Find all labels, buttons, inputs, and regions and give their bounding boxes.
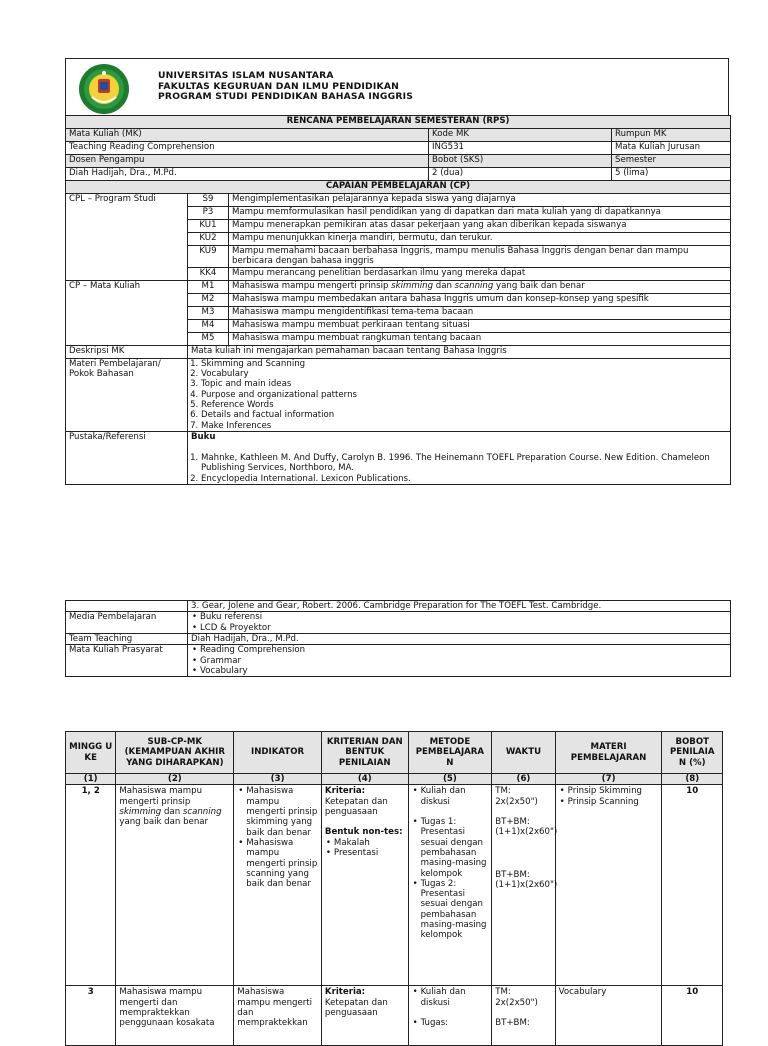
kode-value: ING531 (429, 142, 612, 155)
kriteria-cell: Kriteria: Ketepatan dan penguasaan (321, 986, 408, 1046)
cpl-text: Mengimplementasikan pelajarannya kepada siswa yang diajarnya (229, 194, 731, 207)
cpmk-code: M3 (188, 306, 229, 319)
col-header-week: MINGG U KE (66, 732, 116, 774)
cpl-text: Mampu memformulasikan hasil pendidikan yang di dapatkan dari mata kuliah yang di dapatkannya (229, 207, 731, 220)
materi-list (188, 358, 731, 431)
kriteria-cell: Kriteria: Ketepatan dan penguasaan Bentuk non-tes: • Makalah • Presentasi (321, 785, 408, 986)
kode-header: Kode MK (429, 129, 612, 142)
col-header-materi: MATERI PEMBELAJARAN (555, 732, 662, 774)
university-name: UNIVERSITAS ISLAM NUSANTARA (158, 70, 334, 81)
materi-item: 5. Reference Words (201, 400, 727, 410)
col-number: (5) (408, 774, 492, 785)
team-label: Team Teaching (66, 633, 188, 644)
faculty-name: FAKULTAS KEGURUAN DAN ILMU PENDIDIKAN (158, 80, 400, 92)
cpmk-text: Mahasiswa mampu mengidentifikasi tema-tema bacaan (229, 306, 731, 319)
col-number: (3) (234, 774, 322, 785)
cpl-code: KU9 (188, 246, 229, 268)
materi-label: Materi Pembelajaran/ Pokok Bahasan (66, 358, 188, 431)
prasyarat-item: • Vocabulary (191, 666, 727, 676)
cpl-code: S9 (188, 194, 229, 207)
materi-cell: Vocabulary (555, 986, 662, 1046)
waktu-cell: TM: 2x(2x50") BT+BM: (492, 986, 555, 1046)
materi-cell: • Prinsip Skimming • Prinsip Scanning (555, 785, 662, 986)
col-header-kriteria: KRITERIAN DAN BENTUK PENILAIAN (321, 732, 408, 774)
rumpun-value: Mata Kuliah Jurusan (612, 142, 731, 155)
cpl-label: CPL – Program Studi (66, 194, 188, 281)
sub-cp-cell: Mahasiswa mampu mengerti dan mempraktekkan penggunaan kosakata (116, 986, 234, 1046)
mk-header: Mata Kuliah (MK) (66, 129, 429, 142)
materi-item: 7. Make Inferences (201, 421, 727, 431)
cpmk-code: M2 (188, 293, 229, 306)
col-number: (7) (555, 774, 662, 785)
col-number: (6) (492, 774, 555, 785)
materi-item: 3. Topic and main ideas (201, 379, 727, 389)
dosen-header: Dosen Pengampu (66, 155, 429, 168)
materi-item: 2. Vocabulary (201, 369, 727, 379)
deskripsi-value: Mata kuliah ini mengajarkan pemahaman bacaan tentang Bahasa Inggris (188, 345, 731, 358)
week-cell: 1, 2 (66, 785, 116, 986)
col-number: (4) (321, 774, 408, 785)
rps-title: RENCANA PEMBELAJARAN SEMESTERAN (RPS) (66, 116, 731, 129)
mk-value: Teaching Reading Comprehension (66, 142, 429, 155)
cpmk-text: Mahasiswa mampu membuat perkiraan tentang situasi (229, 319, 731, 332)
col-header-waktu: WAKTU (492, 732, 555, 774)
semester-header: Semester (612, 155, 731, 168)
col-number: (1) (66, 774, 116, 785)
table-row (66, 785, 723, 986)
materi-item: 4. Purpose and organizational patterns (201, 390, 727, 400)
metode-cell: • Kuliah dan diskusi • Tugas 1: Presentasi sesuai dengan pembahasan masing-masing kelompok • Tugas 2: Presentasi sesuai dengan pembahasan masing-masing kelompok (408, 785, 492, 986)
prasyarat-item: • Grammar (191, 656, 727, 666)
indikator-cell: Mahasiswa mampu mengerti dan mempraktekkan (234, 986, 322, 1046)
cpmk-code: M5 (188, 332, 229, 345)
cp-title: CAPAIAN PEMBELAJARAN (CP) (66, 181, 731, 194)
metode-cell: • Kuliah dan diskusi • Tugas: (408, 986, 492, 1046)
indikator-cell: • Mahasiswa mampu mengerti prinsip skimming yang baik dan benar • Mahasiswa mampu mengerti prinsip scanning yang baik dan benar (234, 785, 322, 986)
bobot-cell: 10 (662, 785, 723, 986)
bobot-header: Bobot (SKS) (429, 155, 612, 168)
cpl-text: Mampu merancang penelitian berdasarkan ilmu yang mereka dapat (229, 267, 731, 280)
week-cell: 3 (66, 986, 116, 1046)
prasyarat-list (188, 645, 731, 677)
prasyarat-label: Mata Kuliah Prasyarat (66, 645, 188, 677)
deskripsi-label: Deskripsi MK (66, 345, 188, 358)
media-list (188, 612, 731, 634)
university-logo-icon (78, 63, 130, 115)
cpl-text: Mampu menunjukkan kinerja mandiri, bermutu, dan terukur. (229, 233, 731, 246)
pustaka-item: 1. Mahnke, Kathleen M. And Duffy, Carolyn B. 1996. The Heinemann TOEFL Preparation Course. New Edition. Chameleon Publishing Services, Northboro, MA. (201, 453, 727, 474)
pustaka-label: Pustaka/Referensi (66, 431, 188, 484)
cpl-code: KK4 (188, 267, 229, 280)
materi-item: 1. Skimming and Scanning (201, 359, 727, 369)
cpmk-code: M4 (188, 319, 229, 332)
cpmk-text: Mahasiswa mampu mengerti prinsip skimming dan scanning yang baik dan benar (229, 280, 731, 293)
waktu-cell: TM: 2x(2x50") BT+BM: (1+1)x(2x60") BT+BM: (1+1)x(2x60") (492, 785, 555, 986)
col-header-bobot: BOBOT PENILAIA N (%) (662, 732, 723, 774)
semester-value: 5 (lima) (612, 168, 731, 181)
col-header-metode: METODE PEMBELAJARA N (408, 732, 492, 774)
materi-item: 6. Details and factual information (201, 410, 727, 420)
col-number: (8) (662, 774, 723, 785)
pustaka-list (188, 431, 731, 484)
cpmk-text: Mahasiswa mampu membedakan antara bahasa Inggris umum dan konsep-konsep yang spesifik (229, 293, 731, 306)
pustaka-sub: Buku (191, 431, 216, 442)
prasyarat-item: • Reading Comprehension (191, 645, 727, 655)
cpmk-code: M1 (188, 280, 229, 293)
cpmk-label: CP – Mata Kuliah (66, 280, 188, 345)
media-item: • Buku referensi (191, 612, 727, 622)
cpl-text: Mampu memahami bacaan berbahasa Inggris, mampu menulis Bahasa Inggris dengan benar dan mampu berbicara dengan bahasa inggris (229, 246, 731, 268)
pustaka-item: 2. Encyclopedia International. Lexicon Publications. (201, 474, 727, 484)
rumpun-header: Rumpun MK (612, 129, 731, 142)
cpmk-text: Mahasiswa mampu membuat rangkuman tentang bacaan (229, 332, 731, 345)
media-label: Media Pembelajaran (66, 612, 188, 634)
cpl-code: KU2 (188, 233, 229, 246)
media-item: • LCD & Proyektor (191, 623, 727, 633)
cpl-code: KU1 (188, 220, 229, 233)
sub-cp-cell: Mahasiswa mampu mengerti prinsip skimming dan scanning yang baik dan benar (116, 785, 234, 986)
document-header (65, 58, 729, 116)
cpl-text: Mampu menerapkan pemikiran atas dasar pekerjaan yang akan diberikan kepada siswanya (229, 220, 731, 233)
dosen-value: Diah Hadijah, Dra., M.Pd. (66, 168, 429, 181)
rps-table (65, 115, 731, 485)
bobot-cell: 10 (662, 986, 723, 1046)
pustaka-item: 3. Gear, Jolene and Gear, Robert. 2006. Cambridge Preparation for The TOEFL Test. Cambridge. (188, 601, 731, 612)
table-row (66, 986, 723, 1046)
cpl-code: P3 (188, 207, 229, 220)
bobot-value: 2 (dua) (429, 168, 612, 181)
col-number: (2) (116, 774, 234, 785)
col-header-indikator: INDIKATOR (234, 732, 322, 774)
col-header-sub-cp: SUB-CP-MK (KEMAMPUAN AKHIR YANG DIHARAPKAN) (116, 732, 234, 774)
team-value: Diah Hadijah, Dra., M.Pd. (188, 633, 731, 644)
program-name: PROGRAM STUDI PENDIDIKAN BAHASA INGGRIS (158, 91, 414, 103)
info-table (65, 600, 731, 677)
schedule-table (65, 731, 723, 1046)
